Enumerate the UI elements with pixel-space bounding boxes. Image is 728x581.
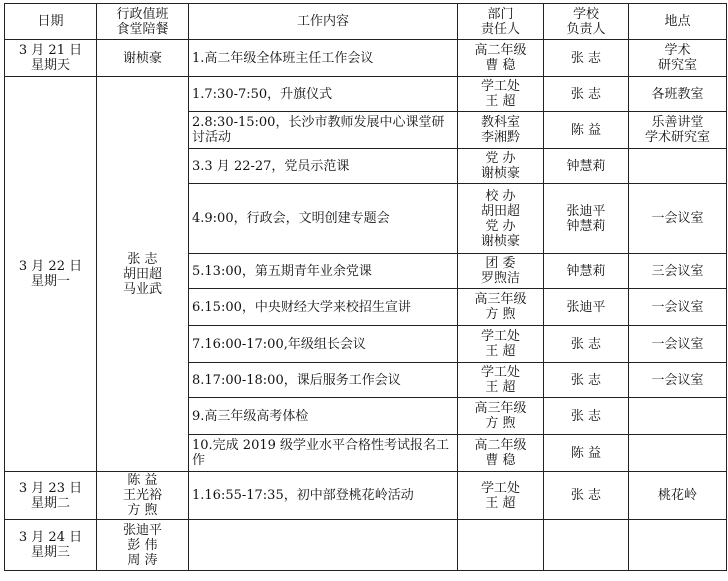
dept-cell: 高三年级 方 煦 [458,398,544,435]
content-cell: 1.高二年级全体班主任工作会议 [189,40,458,77]
date-cell: 3 月 22 日 星期一 [5,77,97,472]
place-cell: 桃花岭 [629,472,727,520]
content-cell: 1.16:55-17:35，初中部登桃花岭活动 [189,472,458,520]
header-row [5,4,727,40]
place-cell: 一会议室 [629,363,727,398]
place-cell: 三会议室 [629,254,727,289]
content-cell: 2.8:30-15:00，长沙市教师发展中心课堂研讨活动 [189,112,458,149]
content-cell: 3.3 月 22-27，党员示范课 [189,149,458,184]
school-cell: 陈 益 [544,435,629,472]
header-date: 日期 [5,4,97,40]
dept-cell [458,520,544,571]
dept-cell: 校 办 胡田超 党 办 谢桢豪 [458,184,544,254]
header-place: 地点 [629,4,727,40]
dept-cell: 教科室 李湘黔 [458,112,544,149]
table-row [5,472,727,520]
content-cell: 10.完成 2019 级学业水平合格性考试报名工作 [189,435,458,472]
place-cell: 各班教室 [629,77,727,112]
school-cell: 钟慧莉 [544,254,629,289]
content-cell [189,520,458,571]
header-dept: 部门 责任人 [458,4,544,40]
table-row [5,77,727,112]
place-cell [629,435,727,472]
content-cell: 5.13:00，第五期青年业余党课 [189,254,458,289]
school-cell [544,520,629,571]
content-cell: 7.16:00-17:00,年级组长会议 [189,326,458,363]
content-cell: 8.17:00-18:00，课后服务工作会议 [189,363,458,398]
duty-cell: 张 志 胡田超 马业武 [97,77,189,472]
school-cell: 张 志 [544,40,629,77]
place-cell: 一会议室 [629,326,727,363]
table-row [5,40,727,77]
dept-cell: 高三年级 方 煦 [458,289,544,326]
dept-cell: 党 办 谢桢豪 [458,149,544,184]
place-cell [629,149,727,184]
schedule-table [4,3,727,571]
header-content: 工作内容 [189,4,458,40]
duty-cell: 陈 益 王光裕 方 煦 [97,472,189,520]
school-cell: 张 志 [544,77,629,112]
dept-cell: 团 委 罗煦洁 [458,254,544,289]
content-cell: 9.高三年级高考体检 [189,398,458,435]
header-duty: 行政值班 食堂陪餐 [97,4,189,40]
school-cell: 张迪平 钟慧莉 [544,184,629,254]
dept-cell: 学工处 王 超 [458,363,544,398]
dept-cell: 高二年级 曹 稳 [458,40,544,77]
place-cell [629,398,727,435]
date-cell: 3 月 23 日 星期二 [5,472,97,520]
place-cell: 乐善讲堂 学术研究室 [629,112,727,149]
place-cell [629,520,727,571]
place-cell: 一会议室 [629,289,727,326]
place-cell: 学术 研究室 [629,40,727,77]
school-cell: 张 志 [544,398,629,435]
school-cell: 张迪平 [544,289,629,326]
date-cell: 3 月 21 日 星期天 [5,40,97,77]
content-cell: 6.15:00，中央财经大学来校招生宣讲 [189,289,458,326]
dept-cell: 高二年级 曹 稳 [458,435,544,472]
content-cell: 4.9:00，行政会，文明创建专题会 [189,184,458,254]
school-cell: 张 志 [544,472,629,520]
duty-cell: 张迪平 彭 伟 周 涛 [97,520,189,571]
content-cell: 1.7:30-7:50，升旗仪式 [189,77,458,112]
school-cell: 陈 益 [544,112,629,149]
table-row [5,520,727,571]
school-cell: 张 志 [544,363,629,398]
date-cell: 3 月 24 日 星期三 [5,520,97,571]
dept-cell: 学工处 王 超 [458,77,544,112]
place-cell: 一会议室 [629,184,727,254]
school-cell: 张 志 [544,326,629,363]
header-school: 学校 负责人 [544,4,629,40]
dept-cell: 学工处 王 超 [458,326,544,363]
dept-cell: 学工处 王 超 [458,472,544,520]
duty-cell: 谢桢豪 [97,40,189,77]
school-cell: 钟慧莉 [544,149,629,184]
